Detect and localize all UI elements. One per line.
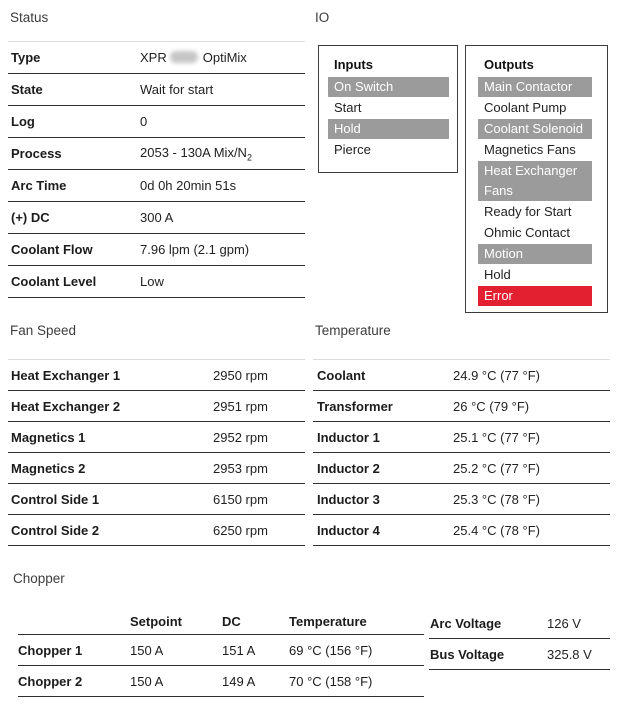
io-output-magnetics-fans: Magnetics Fans [484,142,576,157]
io-input-on-switch: On Switch [328,77,449,97]
row-value: 2951 rpm [213,398,268,414]
arc-voltage-row [429,608,610,639]
io-output-heat-exchanger-fans: Heat Exchanger Fans [478,161,592,201]
row-label: Heat Exchanger 2 [11,398,121,414]
chopper-header-setpoint: Setpoint [130,613,182,629]
row-value: 0d 0h 20min 51s [140,178,237,193]
row-label: Chopper 1 [18,642,83,658]
status-section-title: Status [10,10,49,25]
row-value [140,145,305,163]
chopper-2-dc: 149 A [222,673,256,689]
io-input-pierce: Pierce [334,142,371,157]
status-table [8,41,305,298]
chopper-table [18,608,424,697]
status-row-state [8,74,305,106]
fan-row-control-side-2 [8,515,305,546]
type-prefix: XPR [140,50,167,65]
row-label: Magnetics 1 [11,429,86,445]
type-suffix: OptiMix [202,50,247,65]
io-output-coolant-solenoid: Coolant Solenoid [478,119,592,139]
io-output-main-contactor: Main Contactor [478,77,592,97]
io-output-ohmic-contact: Ohmic Contact [484,225,570,240]
chopper-2-setpoint: 150 A [130,673,164,689]
status-row-process [8,138,305,170]
temp-row-inductor-2 [313,453,610,484]
temp-row-transformer [313,391,610,422]
fan-speed-table [8,359,305,546]
status-row-arc-time [8,170,305,202]
fan-row-control-side-1 [8,484,305,515]
row-value: Wait for start [140,82,214,97]
row-label: Type [11,50,41,65]
process-value-subscript: 2 [246,152,252,163]
row-label: State [11,82,43,97]
chopper-2-temperature: 70 °C (158 °F) [289,673,373,689]
status-row-log [8,106,305,138]
row-label: Inductor 3 [317,491,380,507]
inputs-panel-title: Inputs [334,57,373,72]
row-label: Control Side 2 [11,522,100,538]
row-label: Process [11,146,62,161]
row-label: Chopper 2 [18,673,83,689]
fan-row-heat-exchanger-1 [8,360,305,391]
io-output-error: Error [478,286,592,306]
row-value: 25.4 °C (78 °F) [453,522,540,538]
row-label: Coolant Level [11,274,97,289]
chopper-1-setpoint: 150 A [130,642,164,658]
redacted-blur [170,51,198,63]
temperature-section-title: Temperature [315,323,391,338]
row-label: Transformer [317,398,393,414]
process-value: 2053 - 130A Mix/N [140,144,247,160]
row-value: 26 °C (79 °F) [453,398,530,414]
fan-row-magnetics-1 [8,422,305,453]
row-value: 2952 rpm [213,429,268,445]
row-value: 7.96 lpm (2.1 gpm) [140,242,250,257]
row-label: Arc Time [11,178,67,193]
temperature-table [313,359,610,546]
row-label: Control Side 1 [11,491,100,507]
chopper-section-title: Chopper [13,571,65,586]
row-label: Bus Voltage [430,646,505,662]
row-value: 6250 rpm [213,522,268,538]
voltage-table [429,608,610,670]
temp-row-inductor-1 [313,422,610,453]
chopper-header-dc: DC [222,613,241,629]
row-label: (+) DC [11,210,50,225]
inputs-panel [318,45,458,173]
row-label: Inductor 2 [317,460,380,476]
row-value: 0 [140,114,148,129]
row-label: Coolant Flow [11,242,93,257]
status-row-type [8,42,305,74]
row-value: 6150 rpm [213,491,268,507]
row-value: 25.2 °C (77 °F) [453,460,540,476]
fan-row-magnetics-2 [8,453,305,484]
temp-row-inductor-3 [313,484,610,515]
io-output-coolant-pump: Coolant Pump [484,100,567,115]
row-value [140,50,305,65]
status-row-coolant-flow [8,234,305,266]
row-value: 300 A [140,210,174,225]
row-label: Inductor 4 [317,522,380,538]
row-value: 2953 rpm [213,460,268,476]
fan-row-heat-exchanger-2 [8,391,305,422]
io-input-hold: Hold [328,119,449,139]
chopper-row-2 [18,666,424,697]
io-output-hold: Hold [484,267,511,282]
row-value: 126 V [547,615,581,631]
fan-speed-section-title: Fan Speed [10,323,77,338]
outputs-panel [465,45,608,313]
chopper-header-row [18,608,424,635]
chopper-1-dc: 151 A [222,642,256,658]
bus-voltage-row [429,639,610,670]
row-value: 2950 rpm [213,367,268,383]
row-label: Log [11,114,35,129]
row-value: 325.8 V [547,646,592,662]
row-label: Magnetics 2 [11,460,86,476]
io-input-start: Start [334,100,362,115]
io-section-title: IO [315,10,330,25]
row-label: Coolant [317,367,366,383]
row-value: 25.3 °C (78 °F) [453,491,540,507]
row-label: Inductor 1 [317,429,380,445]
io-output-ready-for-start: Ready for Start [484,204,572,219]
row-label: Heat Exchanger 1 [11,367,121,383]
row-label: Arc Voltage [430,615,502,631]
temp-row-inductor-4 [313,515,610,546]
row-value: 25.1 °C (77 °F) [453,429,540,445]
status-row-dc [8,202,305,234]
outputs-panel-title: Outputs [484,57,534,72]
chopper-1-temperature: 69 °C (156 °F) [289,642,373,658]
row-value: 24.9 °C (77 °F) [453,367,540,383]
chopper-header-temperature: Temperature [289,613,367,629]
status-row-coolant-level [8,266,305,298]
chopper-row-1 [18,635,424,666]
row-value: Low [140,274,164,289]
temp-row-coolant [313,360,610,391]
io-output-motion: Motion [478,244,592,264]
